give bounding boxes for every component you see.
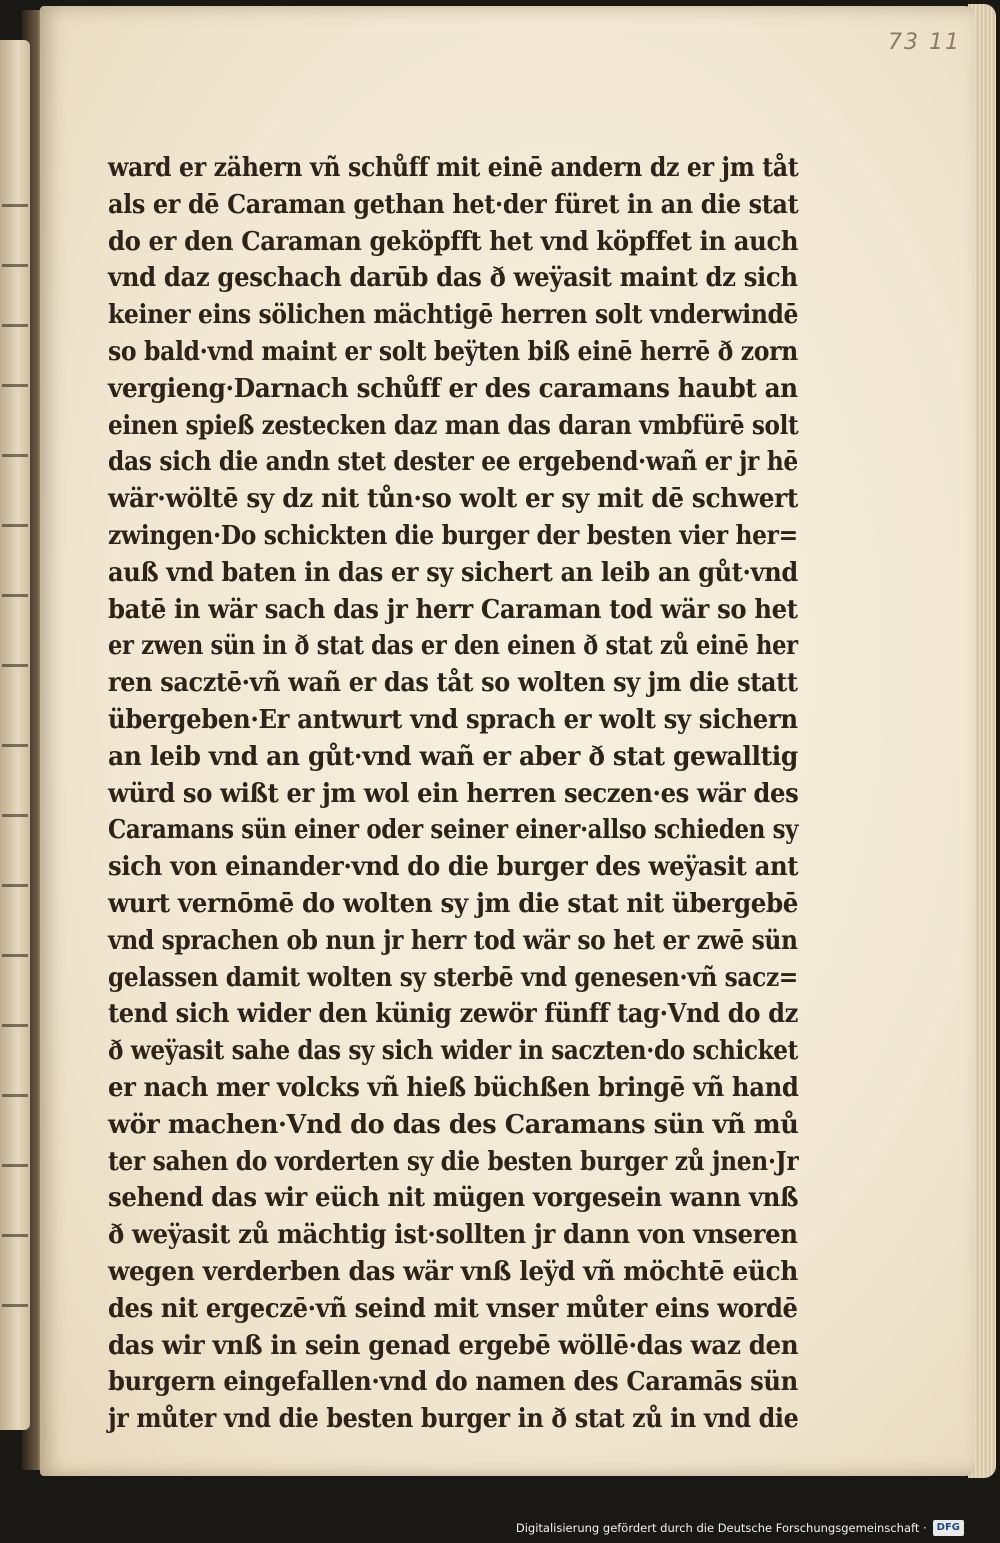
text-line: wör machen·Vnd do das des Caramans sün vñ mů <box>108 1109 799 1140</box>
facing-text-fragment <box>2 370 28 387</box>
text-line: keiner eins sölichen mächtigē herren solt vnderwindē <box>108 300 799 331</box>
text-line: wurt vernōmē do wolten sy jm die stat nit übergebē <box>108 888 799 919</box>
text-line: er nach mer volcks vñ hieß büchßen bringē vñ hand <box>108 1072 799 1103</box>
text-line: das sich die andn stet dester ee ergebend·wañ er jr hē <box>108 447 798 478</box>
text-line: vnd sprachen ob nun jr herr tod wär so het er zwē sün <box>108 925 798 956</box>
text-line: würd so wißt er jm wol ein herren seczen·es wär des <box>108 778 799 809</box>
facing-text-fragment <box>2 440 28 457</box>
text-line: do er den Caraman geköpfft het vnd köpffet in auch <box>108 226 799 257</box>
text-line: ter sahen do vorderten sy die besten burger zů jnen·Jr <box>108 1146 799 1177</box>
text-line: an leib vnd an gůt·vnd wañ er aber ð stat gewalltig <box>108 741 798 772</box>
body-text <box>108 150 798 1438</box>
text-line: einen spieß zestecken daz man das daran vmbfürē solt <box>108 410 799 441</box>
text-line: übergeben·Er antwurt vnd sprach er wolt sy sichern <box>108 704 798 735</box>
text-line: gelassen damit wolten sy sterbē vnd genesen·vñ sacz= <box>108 962 798 993</box>
text-line: ð weÿasit sahe das sy sich wider in saczten·do schicket <box>108 1036 799 1067</box>
text-line: Caramans sün einer oder seiner einer·allso schieden sy <box>108 815 799 846</box>
facing-text-fragment <box>2 650 28 667</box>
facing-text-fragment <box>2 870 28 887</box>
text-line: ren sacztē·vñ wañ er das tåt so wolten sy jm die statt <box>108 668 798 699</box>
text-line: auß vnd baten in das er sy sichert an leib an gůt·vnd <box>108 557 798 588</box>
facing-text-fragment <box>2 510 28 527</box>
facing-page-edge <box>0 40 30 1430</box>
facing-text-fragment <box>2 1290 28 1307</box>
facing-text-fragment <box>2 800 28 817</box>
text-line: tend sich wider den künig zewör fünff tag·Vnd do dz <box>108 999 799 1030</box>
facing-text-fragment <box>2 730 28 747</box>
facing-text-fragment <box>2 310 28 327</box>
facing-text-fragment <box>2 580 28 597</box>
text-line: des nit ergeczē·vñ seind mit vnser můter eins wordē <box>108 1293 798 1324</box>
text-line: als er dē Caraman gethan het·der füret in an die stat <box>108 189 799 220</box>
folio-number: 73 11 <box>888 30 961 55</box>
text-line: zwingen·Do schickten die burger der besten vier her= <box>108 520 798 551</box>
text-line: vnd daz geschach darūb das ð weÿasit maint dz sich <box>108 263 798 294</box>
facing-text-fragment <box>2 1010 28 1027</box>
text-line: ð weÿasit zů mächtig ist·sollten jr dann von vnseren <box>108 1220 798 1251</box>
facing-text-fragment <box>2 250 28 267</box>
text-line: er zwen sün in ð stat das er den einen ð stat zů einē her <box>108 631 798 662</box>
text-line: ward er zähern vñ schůff mit einē andern dz er jm tåt <box>108 153 799 183</box>
text-line: sich von einander·vnd do die burger des weÿasit ant <box>108 852 799 883</box>
text-line: vergieng·Darnach schůff er des caramans haubt an <box>108 373 798 404</box>
text-line: wär·wöltē sy dz nit tůn·so wolt er sy mit dē schwert <box>108 484 798 515</box>
facing-text-fragment <box>2 940 28 957</box>
text-line: so bald·vnd maint er solt beÿten biß einē herrē ð zorn <box>108 336 798 367</box>
funding-credit[interactable]: Digitalisierung gefördert durch die Deutsche Forschungsgemeinschaft · <box>515 1521 927 1535</box>
text-line: jr můter vnd die besten burger in ð stat zů in vnd die <box>108 1404 799 1435</box>
text-line: wegen verderben das wär vnß leÿd vñ möchtē eüch <box>108 1256 798 1287</box>
text-line: burgern eingefallen·vnd do namen des Caramās sün <box>108 1367 798 1398</box>
facing-text-fragment <box>2 1220 28 1237</box>
text-line: sehend das wir eüch nit mügen vorgesein wann vnß <box>108 1183 799 1214</box>
text-line: batē in wär sach das jr herr Caraman tod wär so het <box>108 594 798 625</box>
facing-text-fragment <box>2 1150 28 1167</box>
dfg-logo-icon[interactable]: DFG <box>933 1520 964 1536</box>
facing-text-fragment <box>2 1080 28 1097</box>
footer-credit <box>516 1520 964 1536</box>
facing-text-fragment <box>2 190 28 207</box>
text-line: das wir vnß in sein genad ergebē wöllē·das waz den <box>108 1330 799 1361</box>
